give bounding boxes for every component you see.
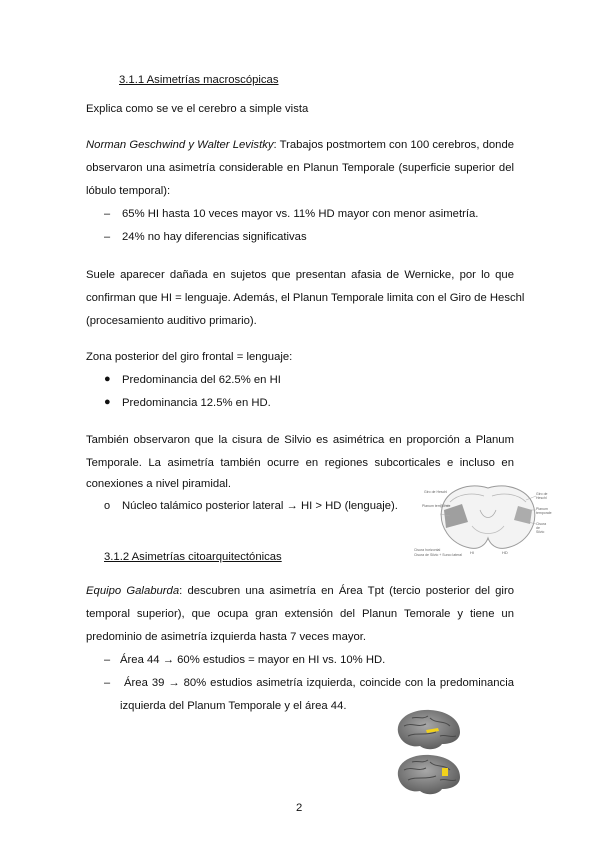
list-item-65: 65% HI hasta 10 veces mayor vs. 11% HD mayor con menor asimetría. [122, 208, 479, 220]
page-number: 2 [296, 802, 303, 814]
dash-bullet: – [104, 231, 111, 243]
dash-bullet: – [104, 677, 111, 689]
brain-lateral-image-bottom [392, 752, 464, 798]
figure-label: Cisura horizontal [414, 548, 441, 552]
brain-lateral-image-top [392, 706, 464, 752]
figure-label: Giro de Heschl [424, 490, 448, 494]
paragraph-text: : descubren una asimetría en Área Tpt (tercio posterior del giro [179, 585, 514, 597]
paragraph-wernicke-line3: (procesamiento auditivo primario). [86, 315, 257, 327]
paragraph-galaburda-line3: predominio de asimetría izquierda hasta 7 veces mayor. [86, 631, 367, 643]
authors-name: Norman Geschwind y Walter Levistky [86, 139, 274, 151]
paragraph-galaburda-line2: temporal superior), que ocupa gran extensión del Planun Temorale y tiene un [86, 608, 514, 620]
list-item-24: 24% no hay diferencias significativas [122, 231, 307, 243]
dot-bullet: ● [104, 373, 111, 385]
frontal-zone-intro: Zona posterior del giro frontal = lenguaje: [86, 351, 293, 363]
figure-label: Planum temporale [422, 504, 451, 508]
figure-label: Cisura de Silvio [536, 522, 547, 534]
list-item-625: Predominancia del 62.5% en HI [122, 374, 281, 386]
section-heading-cytoarchitectonic: 3.1.2 Asimetrías citoarquitectónicas [104, 551, 282, 563]
paragraph-geschwind-line3: lóbulo temporal): [86, 185, 171, 197]
figure-label: Cisura de Silvio + Surco lateral [414, 553, 462, 557]
list-item-area44: Área 44 → 60% estudios = mayor en HI vs. 10% HD. [120, 654, 386, 666]
dash-bullet: – [104, 654, 111, 666]
dot-bullet: ● [104, 396, 111, 408]
paragraph-wernicke-line2: confirman que HI = lenguaje. Además, el Planun Temporale limita con el Giro de Heschl [86, 292, 525, 304]
team-name: Equipo Galaburda [86, 585, 180, 597]
paragraph-silvio-line1: También observaron que la cisura de Silvio es asimétrica en proporción a Planum [86, 434, 514, 446]
paragraph-galaburda-line1 [86, 584, 514, 598]
circle-bullet: o [104, 500, 111, 512]
paragraph-wernicke-line1: Suele aparecer dañada en sujetos que presentan afasia de Wernicke, por lo que [86, 269, 514, 281]
list-item-area39-line2: izquierda del Planum Temporale y el área 44. [120, 700, 347, 712]
paragraph-geschwind-line1 [86, 138, 514, 152]
paragraph-silvio-line3: conexiones a nivel piramidal. [86, 478, 232, 490]
intro-line: Explica como se ve el cerebro a simple vista [86, 103, 309, 115]
list-item-area39-line1: Área 39 → 80% estudios asimetría izquierda, coincide con la predominancia [124, 677, 514, 689]
figure-label: Giro de Heschl [536, 492, 548, 500]
paragraph-silvio-line2: Temporale. La asimetría también ocurre en regiones subcorticales e incluso en [86, 457, 514, 469]
figure-label: Planum temporale [536, 507, 552, 515]
paragraph-text: : Trabajos postmortem con 100 cerebros, donde [273, 139, 515, 151]
paragraph-geschwind-line2: observaron una asimetría considerable en Planun Temporale (superficie superior del [86, 162, 514, 174]
list-item-125: Predominancia 12.5% en HD. [122, 397, 271, 409]
list-item-thalamic: Núcleo talámico posterior lateral → HI > HD (lenguaje). [122, 500, 398, 512]
brain-section-figure [414, 480, 552, 558]
dash-bullet: – [104, 208, 111, 220]
figure-label-hi: HI [470, 550, 474, 555]
figure-label-hd: HD [502, 550, 508, 555]
section-heading-macroscopic: 3.1.1 Asimetrías macroscópicas [119, 74, 279, 86]
